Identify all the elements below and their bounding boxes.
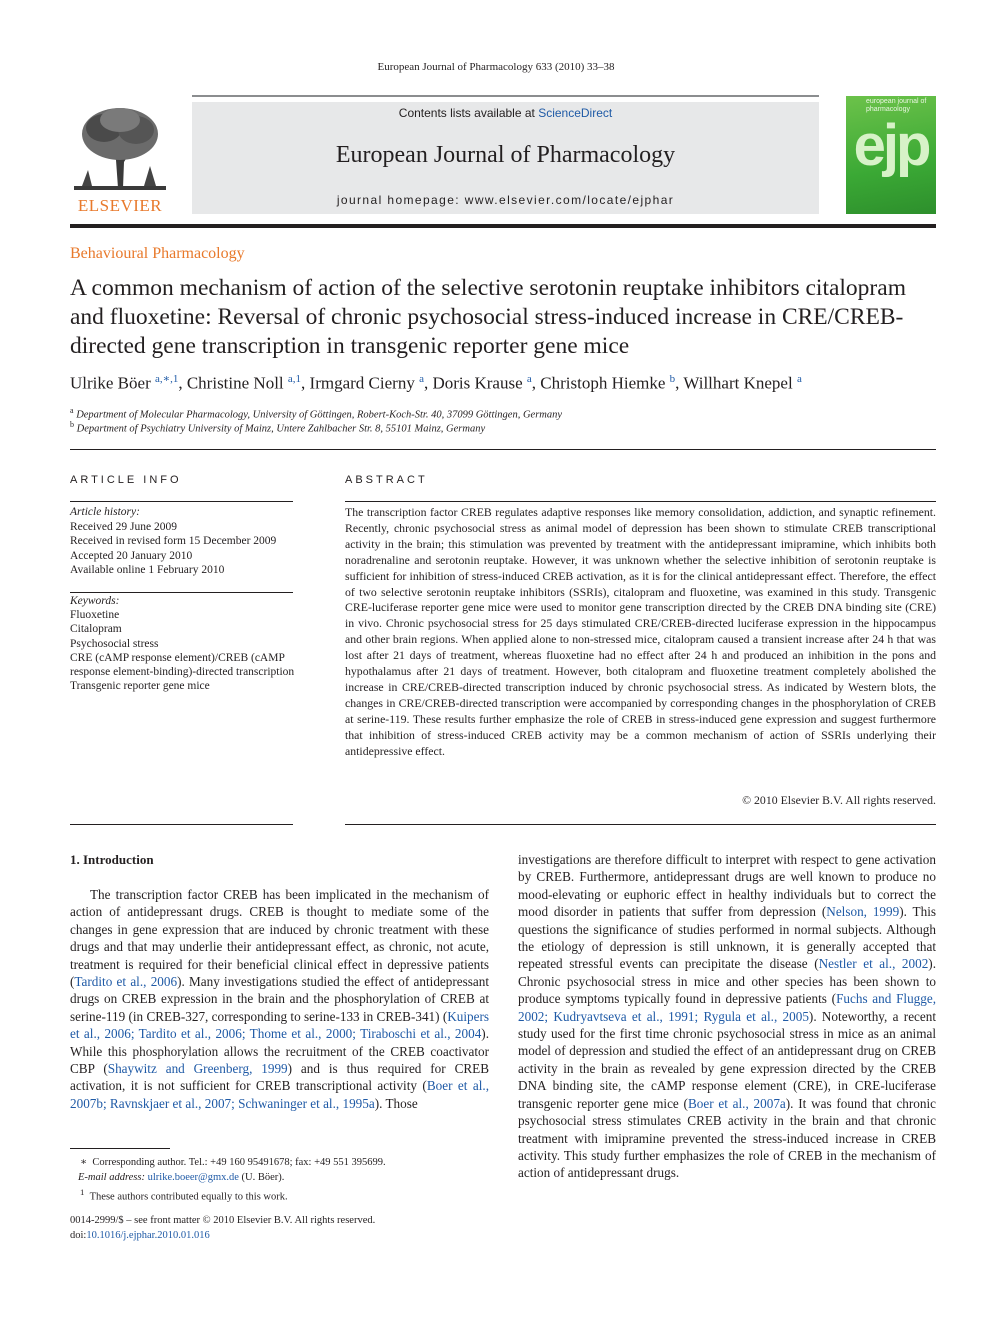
- email-note: [70, 1171, 490, 1186]
- author-affiliation-mark[interactable]: a: [526, 373, 532, 385]
- doi-label: doi:: [70, 1229, 87, 1241]
- publisher-logo-text: ELSEVIER: [77, 196, 163, 215]
- email-link[interactable]: ulrike.boeer@gmx.de: [147, 1171, 239, 1183]
- running-head: European Journal of Pharmacology 633 (2010) 33–38: [377, 61, 615, 73]
- history-label: Article history:: [70, 506, 140, 518]
- doi-link[interactable]: 10.1016/j.ejphar.2010.01.016: [86, 1229, 210, 1241]
- abstract-rule: [345, 501, 936, 502]
- intro-left-column: [70, 886, 489, 1112]
- keyword-item: Fluoxetine: [70, 609, 120, 622]
- affiliation-mark: a: [70, 406, 74, 415]
- intro-right-column: [518, 851, 936, 1182]
- cover-journal-title: european journal of pharmacology: [866, 98, 927, 113]
- body-text: ). Those: [374, 1095, 418, 1111]
- author-list: Ulrike Böer $^{a,∗,1}$, Christine Noll $^{a,1}$, Irmgard Cierny $^a$, Doris Krause $^a$, Christoph Hiemke $^b$, Willhart Knepel $^a$: [70, 373, 802, 393]
- issn-line: 0014-2999/$ – see front matter © 2010 Elsevier B.V. All rights reserved.: [70, 1215, 376, 1226]
- article-info-rule: [70, 501, 293, 502]
- body-text: investigations are therefore difficult to interpret with respect to gene activation by CREB. Furthermore, antidepressant drugs are well known to produce no mood-elevating or euphoric effect in healthy individuals but to correct the mood disorder in patients that suffer from depression (: [518, 852, 936, 920]
- body-text: ). Noteworthy, a recent study used for the first time chronic psychosocial stress in mice as an animal model of depression and studied the effect of an antidepressant drug on CREB activity in the brain as revealed by gene expression directed by the CREB DNA binding site, the cAMP response element (CRE), in CRE-luciferase transgenic reporter gene mice (: [518, 1008, 937, 1111]
- citation-link[interactable]: Nestler et al., 2002: [818, 956, 929, 972]
- article-info-bottom-rule: [70, 824, 293, 825]
- affiliation-b: [70, 420, 940, 435]
- history-item: Available online 1 February 2010: [70, 564, 225, 576]
- corresponding-author-note: [70, 1156, 490, 1171]
- head-rule: [70, 449, 936, 450]
- footnote-text: These authors contributed equally to this work.: [89, 1191, 288, 1203]
- masthead-top-rule: [192, 95, 819, 97]
- article-history: [70, 505, 295, 578]
- equal-contribution-note: [70, 1185, 490, 1205]
- footnote-mark: 1: [80, 1187, 85, 1197]
- history-item: Received in revised form 15 December 2009: [70, 535, 277, 547]
- citation-link[interactable]: Fuchs and Flugge, 2002; Kudryavtseva et al., 1991; Rygula et al., 2005: [518, 991, 937, 1024]
- abstract-text: The transcription factor CREB regulates adaptive responses like memory consolidation, addiction, and synaptic refinement. Recently, chronic psychosocial stress as animal model of depression has been shown to stimulate CREB transcriptional activity in the brain; this stimulation was prevented by treatment with the antidepressant imipramine, which inhibits both noradrenaline and serotonin reuptake. However, it was unknown whether the selective inhibition of serotonin reuptake is sufficient for inhibition of stress-induced CREB activation, as it is for the clinical antidepressant effect. Therefore, the effect of two selective serotonin reuptake inhibitors (SSRIs), citalopram and fluoxetine, was examined in this study. Transgenic CRE-luciferase reporter gene mice were used to monitor gene transcription directed by the CREB DNA binding site (CRE) in vivo. Chronic psychosocial stress for 25 days stimulated CRE/CREB-directed luciferase expression in the hippocampus and other brain regions. When applied alone to non-stressed mice, citalopram caused a transient increase after 24 h that was lost after 21 days of treatment, whereas fluoxetine had no effect after 24 h and produced an inhibition in the pons and hypothalamus after 21 days of treatment. However, both citalopram and fluoxetine treatment completely abolished the increase in CRE/CREB-directed transcription induced by chronic psychosocial stress. As indicated by Western blots, the changes in CRE/CREB-directed transcription were accompanied by corresponding changes in the phosphorylation of CREB at serine-119. These results further emphasize the role of CREB in stress-induced gene expression and suggest furthermore that inhibition of stress-induced CREB activity may be a common mechanism of action of SSRIs underlying their antidepressive effect.: [345, 505, 936, 758]
- header-thick-rule: [70, 224, 936, 228]
- keyword-item: CRE (cAMP response element)/CREB (cAMP response element-binding)-directed transcription: [70, 651, 295, 679]
- body-text: ). Chronic psychosocial stress in mice and other species has been shown to produce symptoms typically found in depressive patients (: [518, 956, 936, 1007]
- affiliation-a: [70, 406, 940, 421]
- author-affiliation-mark[interactable]: a,1: [287, 373, 302, 385]
- keywords-rule: [70, 592, 293, 593]
- affiliation-mark: b: [70, 420, 74, 429]
- keyword-item: Citalopram: [70, 623, 122, 636]
- citation-link[interactable]: Tardito et al., 2006: [74, 974, 178, 990]
- doi-line: [70, 1229, 570, 1244]
- history-item: Accepted 20 January 2010: [70, 549, 193, 562]
- author-name: Irmgard Cierny: [309, 373, 415, 393]
- author-name: Doris Krause: [432, 373, 523, 393]
- author-name: Christoph Hiemke: [540, 373, 666, 393]
- cover-mark: ejp: [853, 113, 929, 178]
- email-label: E-mail address:: [78, 1171, 148, 1183]
- citation-link[interactable]: Shaywitz and Greenberg, 1999: [107, 1061, 288, 1077]
- contents-line: [192, 106, 819, 120]
- body-text: ) and is thus required for CREB activation, it is not sufficient for CREB transcriptional activity (: [70, 1061, 490, 1094]
- article-info-heading: ARTICLE INFO: [70, 474, 182, 486]
- affiliation-text: Department of Molecular Pharmacology, University of Göttingen, Robert-Koch-Str. 40, 37099 Göttingen, Germany: [76, 409, 563, 421]
- intro-heading: 1. Introduction: [70, 852, 154, 867]
- keywords-label: Keywords:: [70, 595, 120, 607]
- body-text: ). It was found that chronic psychosocial stress stimulates CREB activity in the brain and that chronic treatment with imipramine prevented the stress-induced increase in CREB activity. This study further emphasizes the role of CREB in the mechanism of action of antidepressant drugs.: [518, 1095, 936, 1181]
- citation-link[interactable]: Nelson, 1999: [826, 904, 900, 920]
- footnote-mark: ∗: [80, 1157, 88, 1168]
- journal-homepage[interactable]: journal homepage: www.elsevier.com/locate/ejphar: [336, 193, 675, 207]
- body-text: ). This questions the significance of studies performed in normal subjects. Although the etiology of depression is still unknown, it is generally accepted that repeated stressful events can precipitate the disease (: [518, 904, 936, 972]
- article-title: A common mechanism of action of the selective serotonin reuptake inhibitors citalopram and fluoxetine: Reversal of chronic psychosocial stress-induced increase in CRE/CREB-directed gene transcription in transgenic reporter gene mice: [70, 275, 906, 359]
- citation-link[interactable]: Boer et al., 2007a: [687, 1095, 786, 1111]
- citation-link[interactable]: Boer et al., 2007b; Ravnskjaer et al., 2007; Schwaninger et al., 1995a: [70, 1078, 489, 1111]
- affiliation-text: Department of Psychiatry University of Mainz, Untere Zahlbacher Str. 8, 55101 Mainz, Germany: [76, 423, 486, 435]
- footnote-rule: [70, 1148, 170, 1149]
- author-name: Willhart Knepel: [683, 373, 793, 393]
- section-label: Behavioural Pharmacology: [70, 245, 245, 262]
- footnote-text: Corresponding author. Tel.: +49 160 95491678; fax: +49 551 395699.: [92, 1157, 386, 1168]
- author-affiliation-mark[interactable]: b: [669, 373, 676, 385]
- keywords: [70, 594, 295, 693]
- footnotes: [70, 1156, 490, 1205]
- abstract-bottom-rule: [345, 824, 936, 825]
- keyword-item: Psychosocial stress: [70, 637, 159, 650]
- author-affiliation-mark[interactable]: a,∗,1: [154, 373, 179, 385]
- sciencedirect-link[interactable]: ScienceDirect: [538, 106, 613, 120]
- author-name: Ulrike Böer: [70, 373, 151, 393]
- front-matter: [70, 1214, 570, 1243]
- body-text: ). Many investigations studied the effect of antidepressant drugs on CREB expression in the brain and the phosphorylation of CREB at serine-119 (in CREB-327, corresponding to serine-133 in CREB-341) (: [70, 974, 489, 1024]
- body-text: The transcription factor CREB has been implicated in the mechanism of action of antidepressant drugs. CREB is thought to mediate some of the changes in gene expression that are induced by chronic treatment with these drugs and that may underlie their antidepressant effect, as chronic, not acute, treatment is required for their beneficial clinical effect in depressive patients (: [70, 887, 489, 990]
- abstract-heading: ABSTRACT: [345, 474, 428, 486]
- contents-prefix: Contents lists available at: [398, 106, 539, 120]
- body-text: ). While this phosphorylation allows the recruitment of the CREB coactivator CBP (: [70, 1026, 489, 1077]
- email-suffix: (U. Böer).: [238, 1171, 285, 1183]
- author-affiliation-mark[interactable]: a: [796, 373, 802, 385]
- copyright: © 2010 Elsevier B.V. All rights reserved.: [742, 793, 936, 807]
- history-item: Received 29 June 2009: [70, 520, 177, 533]
- journal-name: European Journal of Pharmacology: [335, 142, 676, 168]
- keyword-item: Transgenic reporter gene mice: [70, 680, 210, 693]
- citation-link[interactable]: Kuipers et al., 2006; Tardito et al., 2006; Thome et al., 2000; Tiraboschi et al., 2004: [70, 1008, 489, 1042]
- author-name: Christine Noll: [186, 373, 284, 393]
- author-affiliation-mark[interactable]: a: [419, 373, 424, 385]
